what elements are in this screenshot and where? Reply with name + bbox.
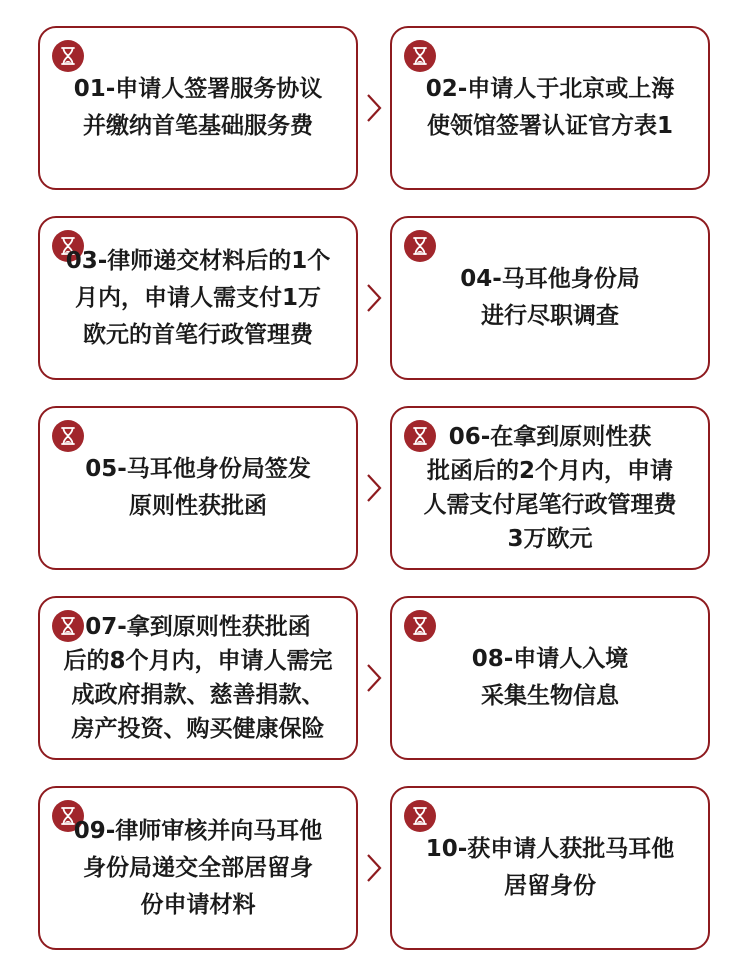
chevron-right-icon <box>365 92 383 124</box>
step-line: 身份局递交全部居留身 <box>83 854 313 881</box>
step-card-03 <box>38 216 358 380</box>
step-card-07 <box>38 596 358 760</box>
step-card-10 <box>390 786 710 950</box>
step-card-04 <box>390 216 710 380</box>
step-line: 批函后的2个月内，申请 <box>426 458 673 484</box>
step-line: 月内，申请人需支付1万 <box>74 284 321 311</box>
chevron-right-icon <box>365 282 383 314</box>
step-line: 04-马耳他身份局 <box>460 266 640 292</box>
chevron-right-icon <box>365 472 383 504</box>
step-card-08 <box>390 596 710 760</box>
step-line: 份申请材料 <box>140 891 256 918</box>
step-text <box>402 28 698 188</box>
step-line: 并缴纳首笔基础服务费 <box>83 113 313 139</box>
step-line: 成政府捐款、慈善捐款、 <box>71 682 325 708</box>
step-line: 02-申请人于北京或上海 <box>425 76 675 102</box>
step-line: 使领馆签署认证官方表1 <box>426 113 673 139</box>
step-line: 后的8个月内，申请人需完 <box>63 648 333 674</box>
step-line: 3万欧元 <box>507 526 593 552</box>
chevron-right-icon <box>365 662 383 694</box>
step-line: 03-律师递交材料后的1个 <box>65 247 331 274</box>
step-line: 原则性获批函 <box>129 493 267 519</box>
step-line: 05-马耳他身份局签发 <box>85 456 311 482</box>
step-card-02 <box>390 26 710 190</box>
step-line: 采集生物信息 <box>481 683 619 709</box>
step-card-06 <box>390 406 710 570</box>
step-text <box>402 598 698 758</box>
step-card-05 <box>38 406 358 570</box>
step-line: 居留身份 <box>504 873 596 899</box>
step-line: 房产投资、购买健康保险 <box>71 716 325 742</box>
chevron-right-icon <box>365 852 383 884</box>
step-text <box>402 218 698 378</box>
step-line: 09-律师审核并向马耳他 <box>73 817 323 844</box>
step-line: 06-在拿到原则性获 <box>448 424 652 450</box>
step-line: 欧元的首笔行政管理费 <box>83 321 313 348</box>
step-line: 07-拿到原则性获批函 <box>85 614 311 640</box>
step-text <box>50 408 346 568</box>
step-line: 08-申请人入境 <box>471 646 629 672</box>
step-text <box>402 788 698 948</box>
step-text <box>50 218 346 378</box>
step-text <box>50 788 346 948</box>
step-card-09 <box>38 786 358 950</box>
step-line: 10-获申请人获批马耳他 <box>425 836 675 862</box>
step-text <box>50 28 346 188</box>
step-line: 01-申请人签署服务协议 <box>73 76 323 102</box>
step-card-01 <box>38 26 358 190</box>
step-text <box>50 598 346 758</box>
step-line: 进行尽职调查 <box>481 303 619 329</box>
step-text <box>402 408 698 568</box>
step-line: 人需支付尾笔行政管理费 <box>423 492 677 518</box>
